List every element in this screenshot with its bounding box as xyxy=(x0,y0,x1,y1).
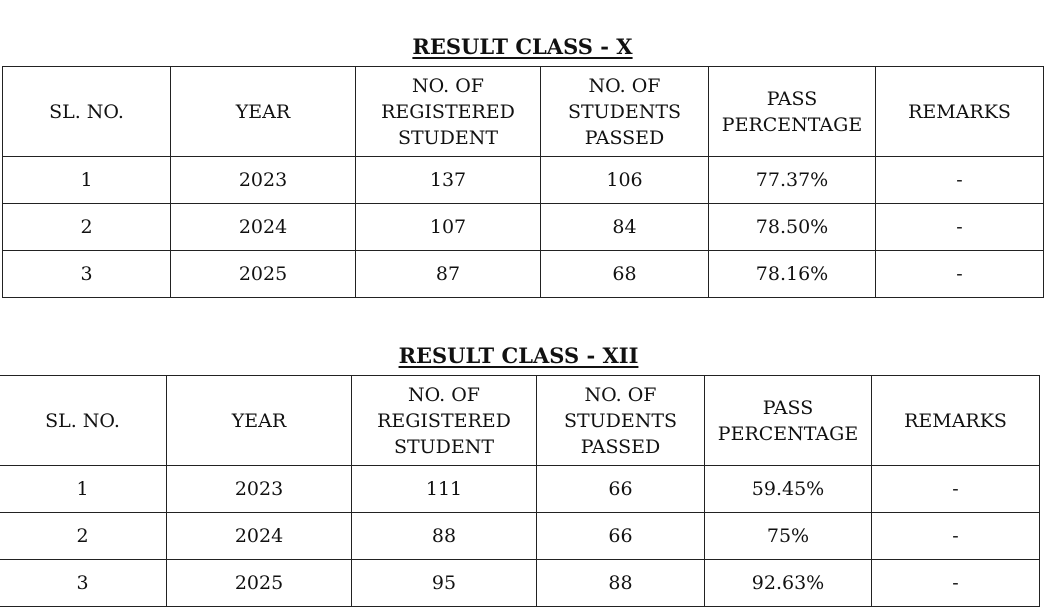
header-sl-no: SL. NO. xyxy=(0,376,167,466)
header-remarks: REMARKS xyxy=(872,376,1040,466)
header-pass-percentage: PASS PERCENTAGE xyxy=(705,376,872,466)
table-header-row xyxy=(3,67,1044,157)
table-row xyxy=(0,560,1040,607)
cell-sl-no: 1 xyxy=(0,466,167,513)
cell-pass-percentage: 78.16% xyxy=(709,251,876,298)
cell-registered: 87 xyxy=(356,251,541,298)
cell-remarks: - xyxy=(876,204,1044,251)
cell-year: 2023 xyxy=(171,157,356,204)
cell-remarks: - xyxy=(872,466,1040,513)
cell-year: 2024 xyxy=(171,204,356,251)
result-class-xii-title: RESULT CLASS - XII xyxy=(398,343,639,368)
result-class-xii-section xyxy=(0,341,1039,607)
cell-pass-percentage: 75% xyxy=(705,513,872,560)
header-remarks: REMARKS xyxy=(876,67,1044,157)
header-pass-percentage: PASS PERCENTAGE xyxy=(709,67,876,157)
cell-passed: 106 xyxy=(541,157,709,204)
table-header-row xyxy=(0,376,1040,466)
result-class-x-title: RESULT CLASS - X xyxy=(412,34,633,59)
cell-pass-percentage: 92.63% xyxy=(705,560,872,607)
header-year: YEAR xyxy=(167,376,352,466)
cell-remarks: - xyxy=(872,513,1040,560)
cell-registered: 107 xyxy=(356,204,541,251)
cell-registered: 111 xyxy=(352,466,537,513)
cell-year: 2024 xyxy=(167,513,352,560)
cell-passed: 66 xyxy=(537,513,705,560)
header-students-passed: NO. OF STUDENTS PASSED xyxy=(541,67,709,157)
cell-passed: 68 xyxy=(541,251,709,298)
cell-sl-no: 2 xyxy=(3,204,171,251)
cell-pass-percentage: 78.50% xyxy=(709,204,876,251)
cell-passed: 88 xyxy=(537,560,705,607)
table-row xyxy=(0,466,1040,513)
result-class-x-section xyxy=(2,32,1043,298)
cell-sl-no: 2 xyxy=(0,513,167,560)
cell-remarks: - xyxy=(876,157,1044,204)
table-row xyxy=(3,251,1044,298)
cell-year: 2025 xyxy=(167,560,352,607)
result-class-x-table xyxy=(2,66,1044,298)
result-class-xii-table xyxy=(0,375,1040,607)
header-year: YEAR xyxy=(171,67,356,157)
header-students-passed: NO. OF STUDENTS PASSED xyxy=(537,376,705,466)
cell-remarks: - xyxy=(876,251,1044,298)
cell-registered: 88 xyxy=(352,513,537,560)
header-registered-students: NO. OF REGISTERED STUDENT xyxy=(356,67,541,157)
cell-remarks: - xyxy=(872,560,1040,607)
cell-passed: 66 xyxy=(537,466,705,513)
header-sl-no: SL. NO. xyxy=(3,67,171,157)
cell-year: 2023 xyxy=(167,466,352,513)
cell-sl-no: 1 xyxy=(3,157,171,204)
cell-registered: 137 xyxy=(356,157,541,204)
cell-registered: 95 xyxy=(352,560,537,607)
cell-pass-percentage: 77.37% xyxy=(709,157,876,204)
table-row xyxy=(3,157,1044,204)
cell-year: 2025 xyxy=(171,251,356,298)
cell-passed: 84 xyxy=(541,204,709,251)
table-row xyxy=(3,204,1044,251)
cell-pass-percentage: 59.45% xyxy=(705,466,872,513)
cell-sl-no: 3 xyxy=(3,251,171,298)
table-row xyxy=(0,513,1040,560)
header-registered-students: NO. OF REGISTERED STUDENT xyxy=(352,376,537,466)
cell-sl-no: 3 xyxy=(0,560,167,607)
